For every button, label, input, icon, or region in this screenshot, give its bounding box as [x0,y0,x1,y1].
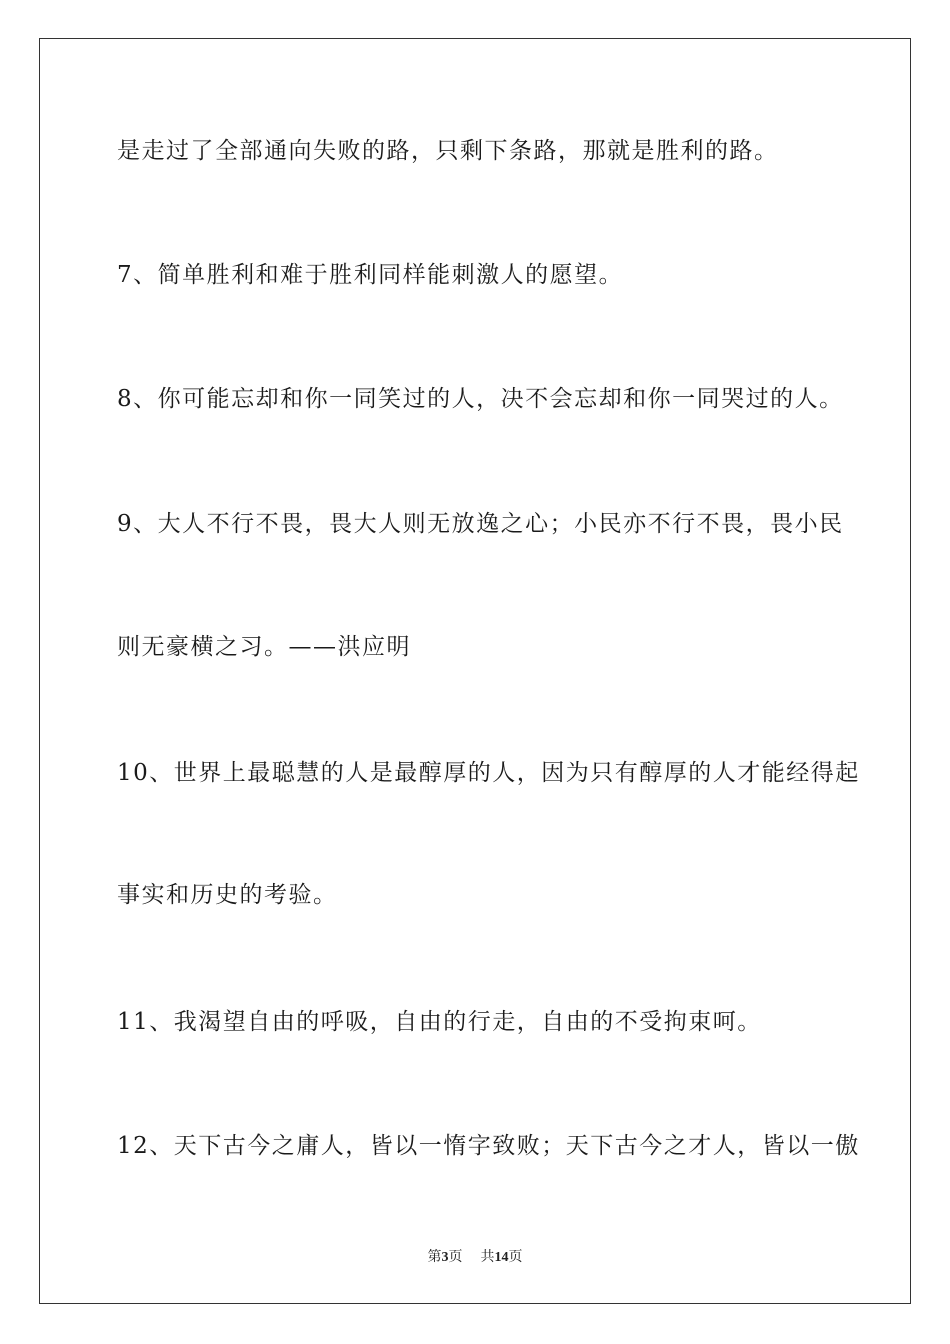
page-border [39,38,911,1304]
total-suffix: 页 [508,1250,523,1265]
text-line: 12、天下古今之庸人，皆以一惰字致败；天下古今之才人，皆以一傲 [117,1133,860,1159]
page-footer [0,1249,950,1267]
page-prefix: 第 [427,1250,442,1265]
text-line: 则无豪横之习。——洪应明 [117,634,411,660]
total-pages: 14 [494,1250,509,1265]
text-line: 10、世界上最聪慧的人是最醇厚的人，因为只有醇厚的人才能经得起 [117,760,860,786]
text-line: 8、你可能忘却和你一同笑过的人，决不会忘却和你一同哭过的人。 [117,386,844,412]
page-suffix: 页 [448,1250,463,1265]
page-number: 3 [441,1250,449,1265]
text-line: 7、简单胜利和难于胜利同样能刺激人的愿望。 [117,262,624,288]
text-line: 事实和历史的考验。 [117,882,338,908]
text-line: 9、大人不行不畏，畏大人则无放逸之心；小民亦不行不畏，畏小民 [117,511,844,537]
total-prefix: 共 [480,1250,495,1265]
text-line: 11、我渴望自由的呼吸，自由的行走，自由的不受拘束呵。 [117,1009,762,1035]
text-line: 是走过了全部通向失败的路，只剩下条路，那就是胜利的路。 [117,138,779,164]
